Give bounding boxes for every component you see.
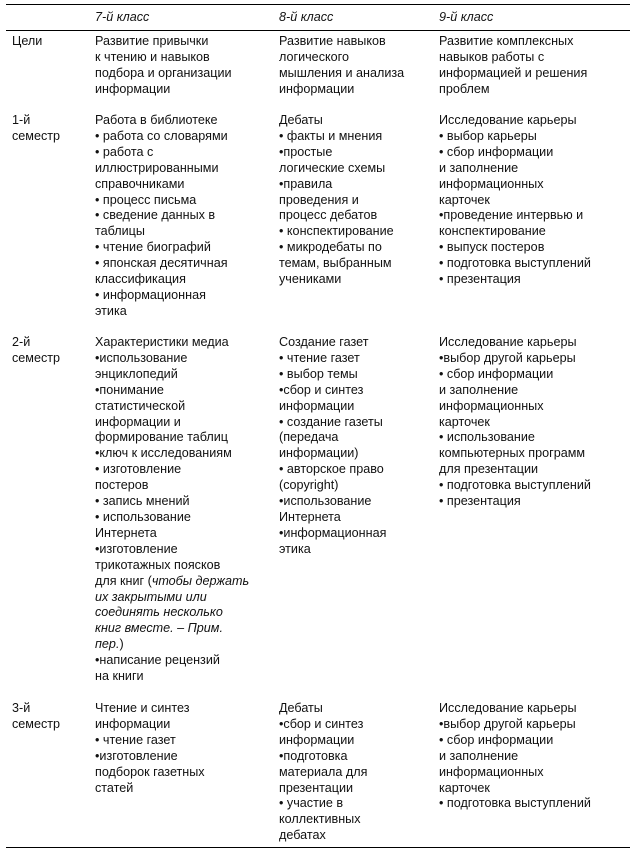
cell-line: конспектирование xyxy=(439,224,546,239)
cell-line: логического xyxy=(279,49,349,64)
cell-line: информацией и решения xyxy=(439,65,588,80)
cell-line: •использование xyxy=(279,494,372,509)
cell-grade-8 xyxy=(279,34,434,98)
cell-line: •информационная xyxy=(279,525,387,540)
cell-grade-8 xyxy=(279,335,434,558)
cell-line: процесс дебатов xyxy=(279,208,378,223)
cell-line: информационных xyxy=(439,176,544,191)
cell-line: • сбор информации xyxy=(439,732,554,747)
cell-line: • чтение газет xyxy=(95,732,176,747)
cell-line: учениками xyxy=(279,272,342,287)
cell-line: • выбор темы xyxy=(279,366,358,381)
cell-line: • сведение данных в xyxy=(95,208,216,223)
cell-grade-7 xyxy=(95,34,273,98)
row-label-line: 3-й xyxy=(12,701,31,715)
cell-line: классификация xyxy=(95,272,186,287)
cell-line: •правила xyxy=(279,176,333,191)
cell-line: • процесс письма xyxy=(95,192,197,207)
cell-line: этика xyxy=(95,303,127,318)
cell-line: Развитие комплексных xyxy=(439,34,574,48)
cell-line: иллюстрированными xyxy=(95,160,219,175)
cell-line: карточек xyxy=(439,780,490,795)
cell-line: Исследование карьеры xyxy=(439,701,577,715)
row-label-line: 2-й xyxy=(12,335,31,349)
cell-line: •понимание xyxy=(95,382,164,397)
cell-line: • работа с xyxy=(95,144,154,159)
cell-line: •сбор и синтез xyxy=(279,382,364,397)
cell-line: компьютерных программ xyxy=(439,446,586,461)
cell-line: информации xyxy=(279,81,355,96)
cell-line: •простые xyxy=(279,144,333,159)
cell-line: Исследование карьеры xyxy=(439,335,577,349)
cell-line: к чтению и навыков xyxy=(95,49,210,64)
row-label-line: семестр xyxy=(12,128,61,143)
row-label xyxy=(12,113,82,145)
cell-line: соединять несколько xyxy=(95,605,223,620)
cell-line: информации) xyxy=(279,446,359,461)
cell-grade-8 xyxy=(279,113,434,288)
cell-line: для книг (чтобы держать xyxy=(95,573,250,588)
row-label xyxy=(12,701,82,733)
cell-line: Интернета xyxy=(279,509,341,524)
cell-line: • подготовка выступлений xyxy=(439,478,591,493)
cell-line: и заполнение xyxy=(439,382,519,397)
cell-line: •выбор другой карьеры xyxy=(439,350,576,365)
row-label xyxy=(12,34,82,50)
cell-grade-9 xyxy=(439,113,629,288)
cell-line: • чтение газет xyxy=(279,350,360,365)
cell-line: Дебаты xyxy=(279,701,323,715)
cell-line: статистической xyxy=(95,398,186,413)
cell-line: их закрытыми или xyxy=(95,589,207,604)
cell-line: информационных xyxy=(439,764,544,779)
cell-line: Исследование карьеры xyxy=(439,113,577,127)
cell-line: проблем xyxy=(439,81,490,96)
header-grade-7: 7-й класс xyxy=(95,10,150,24)
cell-line: логические схемы xyxy=(279,160,386,175)
cell-line: информации xyxy=(95,716,171,731)
cell-line: • авторское право xyxy=(279,462,384,477)
header-bottom-rule xyxy=(6,30,630,31)
cell-line: постеров xyxy=(95,478,149,493)
cell-grade-7 xyxy=(95,113,273,320)
cell-line: Развитие привычки xyxy=(95,34,209,48)
cell-line: карточек xyxy=(439,414,490,429)
cell-line: • сбор информации xyxy=(439,366,554,381)
row-label-line: 1-й xyxy=(12,113,31,127)
cell-line: •выбор другой карьеры xyxy=(439,716,576,731)
cell-line: информации xyxy=(279,732,355,747)
cell-line: подборок газетных xyxy=(95,764,205,779)
cell-line: коллективных xyxy=(279,812,361,827)
cell-line: для презентации xyxy=(439,462,539,477)
row-label xyxy=(12,335,82,367)
cell-line: навыков работы с xyxy=(439,49,545,64)
cell-line: Интернета xyxy=(95,525,157,540)
cell-line: книг вместе. – Прим. xyxy=(95,621,223,636)
cell-line: Создание газет xyxy=(279,335,369,349)
cell-line: презентации xyxy=(279,780,354,795)
cell-line: •написание рецензий xyxy=(95,653,220,668)
cell-line: материала для xyxy=(279,764,368,779)
cell-line: таблицы xyxy=(95,224,145,239)
cell-line: подбора и организации xyxy=(95,65,232,80)
cell-line: мышления и анализа xyxy=(279,65,405,80)
row-label-line: Цели xyxy=(12,34,43,48)
cell-grade-8 xyxy=(279,701,434,844)
cell-line: информации xyxy=(95,81,171,96)
cell-line: • конспектирование xyxy=(279,224,394,239)
cell-line: Работа в библиотеке xyxy=(95,113,218,127)
cell-line: • использование xyxy=(95,509,191,524)
row-label-line: семестр xyxy=(12,716,61,731)
cell-line: и заполнение xyxy=(439,748,519,763)
cell-line: • сбор информации xyxy=(439,144,554,159)
cell-line: •сбор и синтез xyxy=(279,716,364,731)
cell-grade-7 xyxy=(95,335,273,685)
cell-line: • выпуск постеров xyxy=(439,240,545,255)
cell-line: • работа со словарями xyxy=(95,128,228,143)
cell-line: • выбор карьеры xyxy=(439,128,537,143)
cell-line: карточек xyxy=(439,192,490,207)
cell-line: пер.) xyxy=(95,637,124,652)
cell-line: •ключ к исследованиям xyxy=(95,446,232,461)
cell-line: информации и xyxy=(95,414,181,429)
cell-line: (передача xyxy=(279,430,339,445)
cell-line: • факты и мнения xyxy=(279,128,383,143)
cell-line: трикотажных поясков xyxy=(95,557,221,572)
cell-line: проведения и xyxy=(279,192,359,207)
cell-line: •подготовка xyxy=(279,748,348,763)
cell-line: • использование xyxy=(439,430,535,445)
cell-line: этика xyxy=(279,541,311,556)
cell-line: статей xyxy=(95,780,134,795)
row-label-line: семестр xyxy=(12,350,61,365)
cell-line: информации xyxy=(279,398,355,413)
cell-line: • информационная xyxy=(95,287,206,302)
cell-grade-7 xyxy=(95,701,273,796)
cell-line: Характеристики медиа xyxy=(95,335,229,349)
cell-line: и заполнение xyxy=(439,160,519,175)
cell-grade-9 xyxy=(439,34,629,98)
cell-line: •использование xyxy=(95,350,188,365)
cell-line: • подготовка выступлений xyxy=(439,796,591,811)
cell-line: • запись мнений xyxy=(95,494,190,509)
cell-line: • презентация xyxy=(439,494,521,509)
table-top-rule xyxy=(6,4,630,5)
cell-line: дебатах xyxy=(279,828,326,843)
cell-line: • создание газеты xyxy=(279,414,383,429)
cell-line: • участие в xyxy=(279,796,344,811)
cell-line: • изготовление xyxy=(95,462,182,477)
cell-line: энциклопедий xyxy=(95,366,178,381)
cell-line: • японская десятичная xyxy=(95,256,228,271)
cell-line: Дебаты xyxy=(279,113,323,127)
cell-line: • чтение биографий xyxy=(95,240,211,255)
table-bottom-rule xyxy=(6,847,630,848)
header-grade-8: 8-й класс xyxy=(279,10,334,24)
cell-line: •изготовление xyxy=(95,748,178,763)
cell-line: темам, выбранным xyxy=(279,256,392,271)
cell-line: •проведение интервью и xyxy=(439,208,584,223)
cell-line: •изготовление xyxy=(95,541,178,556)
header-grade-9: 9-й класс xyxy=(439,10,494,24)
cell-line: (copyright) xyxy=(279,478,339,493)
cell-line: • подготовка выступлений xyxy=(439,256,591,271)
cell-line: • презентация xyxy=(439,272,521,287)
cell-line: на книги xyxy=(95,669,144,684)
cell-line: Развитие навыков xyxy=(279,34,386,48)
cell-line: формирование таблиц xyxy=(95,430,228,445)
cell-line: • микродебаты по xyxy=(279,240,382,255)
cell-line: справочниками xyxy=(95,176,185,191)
cell-line: Чтение и синтез xyxy=(95,701,190,715)
cell-grade-9 xyxy=(439,335,629,510)
cell-grade-9 xyxy=(439,701,629,812)
cell-line: информационных xyxy=(439,398,544,413)
